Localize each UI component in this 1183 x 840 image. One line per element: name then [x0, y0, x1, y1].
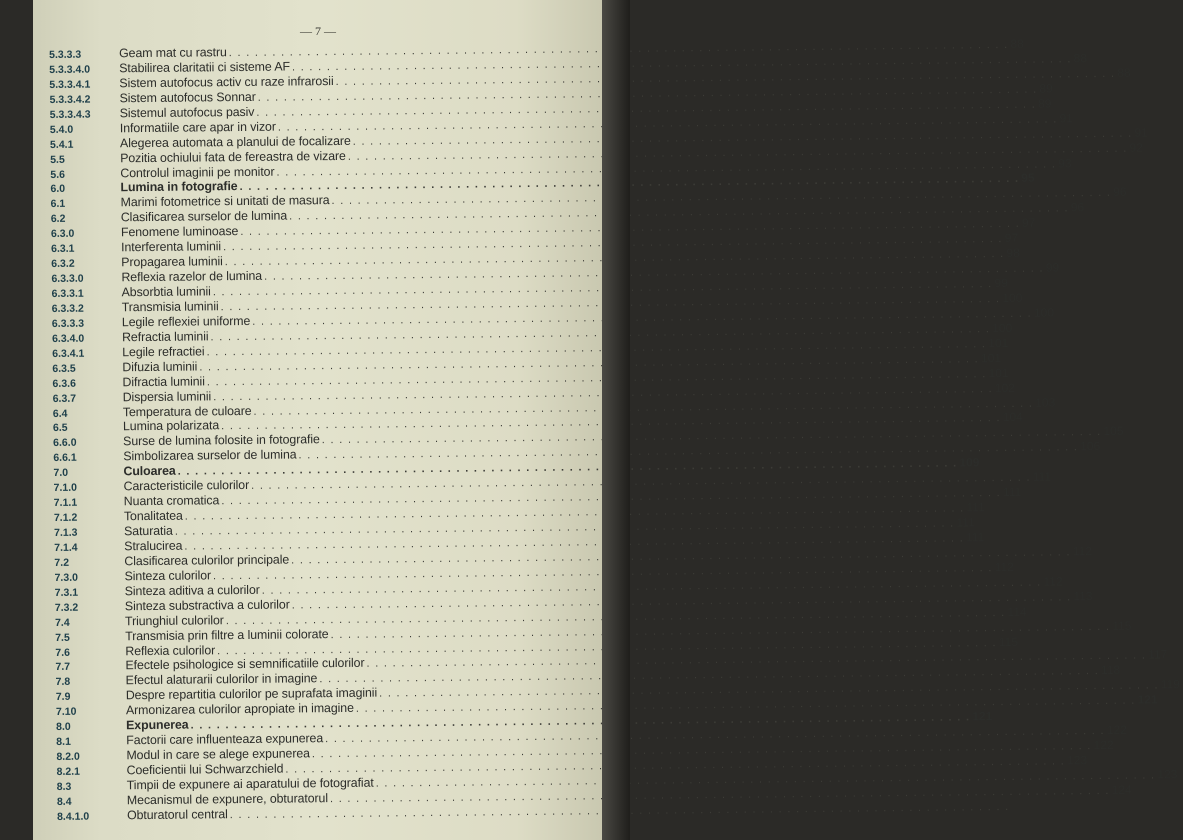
page-reference: 121 — [972, 709, 993, 724]
section-title: Pozitia ochiului fata de fereastra de vizare — [120, 148, 346, 165]
section-title: Lumina polarizata — [122, 418, 220, 434]
page-reference: 115 — [998, 634, 1019, 649]
page-reference: 115 — [1112, 618, 1132, 633]
page-reference: 88 — [1010, 36, 1024, 51]
page-edge-shadow — [602, 0, 630, 840]
section-number: 6.3.3.0 — [51, 272, 84, 286]
section-number: 7.7 — [55, 661, 71, 674]
section-title: Geam mat cu rastru — [118, 45, 227, 61]
section-title: Obturatorul central — [126, 806, 228, 823]
section-number: 7.1.1 — [53, 496, 78, 510]
page-reference: 104 — [1002, 410, 1023, 425]
page-reference: 91 — [1059, 110, 1073, 126]
page-reference: 99 — [1045, 260, 1060, 275]
page-reference: 122 — [1106, 722, 1127, 738]
page-reference: 114 — [1007, 604, 1027, 619]
section-number: 8.2.0 — [56, 750, 80, 764]
page-reference: 112 — [1072, 543, 1093, 559]
section-number: 6.1 — [50, 198, 66, 211]
section-title: Legile refractiei — [122, 344, 205, 359]
section-title: Difractia luminii — [122, 374, 205, 389]
section-title: Nuanta cromatica — [123, 493, 220, 509]
section-number: 7.3.2 — [54, 601, 79, 614]
section-title: Surse de lumina folosite in fotografie — [123, 432, 320, 449]
page-reference: 101 — [988, 335, 1009, 350]
page-reference: 96 — [1113, 185, 1127, 200]
section-number: 5.3.3.4.3 — [49, 108, 91, 121]
section-number: 7.4 — [54, 616, 70, 629]
section-number: 5.3.3.4.0 — [49, 63, 91, 76]
section-number: 7.5 — [55, 631, 70, 644]
section-title: Coeficientii lui Schwarzchield — [126, 761, 284, 778]
page-reference: 111 — [966, 500, 985, 515]
section-title: Informatiile care apar in vizor — [119, 119, 276, 135]
section-title: Tonalitatea — [123, 508, 183, 524]
section-number: 7.8 — [55, 676, 71, 689]
page-reference: 109 — [959, 455, 980, 470]
section-title: Sistem autofocus Sonnar — [119, 89, 256, 106]
section-title: Difuzia luminii — [122, 359, 198, 374]
page-reference: 93 — [1058, 155, 1072, 170]
section-number: 6.3.4.0 — [51, 332, 85, 345]
section-number: 6.6.0 — [53, 437, 77, 450]
page-reference: 117 — [1148, 647, 1168, 662]
section-number: 5.3.3.4.2 — [49, 93, 91, 106]
section-title: Sinteza aditiva a culorilor — [124, 582, 260, 598]
page-reference: 123 — [1157, 767, 1178, 782]
section-title: Clasificarea surselor de lumina — [120, 208, 288, 225]
section-number: 8.4 — [56, 795, 72, 808]
section-title: Legile reflexiei uniforme — [121, 313, 251, 330]
section-title: Propagarea luminii — [121, 254, 223, 270]
page-reference: 119 — [1160, 677, 1180, 692]
table-of-contents — [49, 36, 1180, 824]
page-reference: 111 — [1032, 469, 1052, 484]
section-number: 7.1.3 — [54, 526, 78, 539]
section-number: 5.3.3.4.1 — [49, 78, 91, 91]
page-reference: 101 — [980, 350, 1002, 365]
section-number: 5.3.3.3 — [49, 48, 82, 61]
section-title: Armonizarea culorilor apropiate in imagine — [125, 701, 354, 718]
section-number: 5.4.1 — [49, 138, 74, 151]
section-title: Sistem autofocus activ cu raze infrarosii — [119, 73, 334, 91]
section-number: 5.4.0 — [49, 123, 74, 136]
section-title: Controlul imaginii pe monitor — [120, 164, 275, 180]
section-number: 7.0 — [53, 467, 69, 480]
page-reference: 96 — [1070, 200, 1085, 215]
section-title: Expunerea — [126, 717, 189, 733]
page-reference: 92 — [1129, 140, 1143, 155]
section-title: Marimi fotometrice si unitati de masura — [120, 193, 330, 210]
section-title: Mecanismul de expunere, obturatorul — [126, 790, 329, 808]
section-number: 6.3.5 — [52, 362, 76, 375]
section-title: Temperatura de culoare — [122, 403, 252, 419]
section-number: 5.6 — [50, 168, 66, 181]
section-title: Efectele psihologice si semnificatiile culorilor — [125, 656, 365, 673]
page-reference: 89 — [1037, 96, 1052, 111]
page-reference: 99 — [994, 275, 1008, 291]
section-title: Triunghiul culorilor — [124, 612, 224, 628]
page-reference: 95 — [1021, 171, 1035, 186]
section-number: 6.0 — [50, 183, 66, 196]
page-reference: 91 — [1134, 125, 1148, 140]
section-title: Culoarea — [123, 463, 176, 479]
section-number: 6.3.6 — [52, 377, 76, 390]
page-reference: 102 — [994, 380, 1015, 395]
section-title: Lumina in fotografie — [120, 179, 238, 195]
section-title: Saturatia — [124, 523, 173, 539]
section-number: 7.9 — [55, 691, 71, 704]
section-number: 8.2.1 — [56, 765, 81, 778]
section-title: Simbolizarea surselor de lumina — [123, 447, 297, 464]
section-number: 6.3.3.3 — [51, 317, 85, 330]
section-number: 7.1.0 — [53, 481, 78, 495]
section-title: Stralucirea — [124, 538, 183, 554]
section-title: Refractia luminii — [121, 329, 209, 345]
page-reference: 112 — [994, 559, 1014, 574]
section-title: Fenomene luminoase — [120, 224, 239, 240]
section-title: Despre repartitia culorilor pe suprafata imaginii — [125, 685, 378, 703]
section-title: Reflexia razelor de lumina — [121, 268, 263, 285]
page-reference: 106 — [1080, 439, 1101, 454]
page-reference: 121 — [1137, 692, 1158, 707]
page-reference: 101 — [988, 365, 1009, 380]
page-reference: 100 — [1002, 290, 1023, 305]
section-title: Reflexia culorilor — [125, 642, 216, 658]
section-number: 6.3.1 — [51, 242, 75, 256]
section-number: 8.3 — [56, 780, 72, 793]
section-number: 6.4 — [52, 407, 68, 420]
page-reference: 97 — [1021, 215, 1036, 231]
page-reference: 88 — [1117, 65, 1131, 80]
page-reference: 124 — [1111, 782, 1132, 797]
page-reference: 100 — [992, 320, 1013, 335]
section-title: Alegerea automata a planului de focalizare — [119, 133, 351, 150]
section-number: 6.3.3.1 — [51, 287, 84, 300]
page-reference: 113 — [1073, 588, 1093, 603]
section-title: Modul in care se alege expunerea — [126, 746, 310, 763]
section-number: 8.4.1.0 — [56, 810, 90, 823]
section-title: Dispersia luminii — [122, 388, 212, 404]
section-number: 7.1.2 — [53, 511, 78, 525]
section-number: 6.3.7 — [52, 392, 77, 405]
section-number: 7.1.4 — [54, 541, 78, 554]
page-reference: 105 — [1103, 424, 1124, 439]
section-title: Sistemul autofocus pasiv — [119, 104, 255, 121]
section-number: 6.3.4.1 — [52, 347, 85, 360]
page-reference: 112 — [1043, 574, 1063, 589]
section-number: 7.10 — [55, 705, 77, 719]
section-number: 6.2 — [50, 213, 66, 226]
page-reference: 111 — [956, 515, 975, 530]
section-title: Sinteza substractiva a culorilor — [124, 597, 290, 613]
page-number: — 7 — — [300, 24, 336, 38]
section-number: 6.3.2 — [51, 257, 75, 271]
section-title: Factorii care influenteaza expunerea — [126, 731, 324, 748]
section-number: 8.0 — [56, 720, 71, 734]
section-title: Clasificarea culorilor principale — [124, 552, 290, 569]
section-title: Interferenta luminii — [121, 239, 222, 255]
page-reference: 97 — [1004, 231, 1019, 246]
section-number: 8.1 — [56, 735, 71, 749]
section-number: 6.6.1 — [53, 452, 77, 465]
section-number: 7.6 — [55, 646, 71, 659]
section-number: 6.3.3.2 — [51, 302, 84, 315]
section-number: 6.3.0 — [50, 227, 75, 241]
section-title: Caracteristicile culorilor — [123, 478, 250, 494]
section-title: Sinteza culorilor — [124, 568, 212, 584]
page-reference: 122 — [1093, 737, 1114, 753]
section-number: 7.3.1 — [54, 586, 79, 599]
section-title: Absorbtia luminii — [121, 284, 211, 300]
section-title: Transmisia luminii — [121, 299, 219, 315]
section-number: 5.5 — [50, 153, 65, 166]
section-title: Transmisia prin filtre a luminii colorate — [125, 626, 329, 643]
section-number: 7.3.0 — [54, 571, 78, 584]
page-reference: 118 — [1100, 663, 1121, 678]
page-reference: 123 — [1066, 753, 1088, 768]
section-title: Efectul alaturarii culorilor in imagine — [125, 671, 318, 688]
section-title: Timpii de expunere ai aparatului de fotografiat — [126, 775, 374, 793]
section-number: 6.5 — [52, 422, 68, 435]
page-reference: 98 — [1006, 245, 1020, 261]
book-page — [33, 0, 1180, 840]
page-reference: 88 — [1073, 51, 1088, 66]
section-title: Stabilirea claritatii ci sisteme AF — [119, 59, 291, 76]
section-number: 7.2 — [54, 556, 70, 569]
page-reference: 100 — [1033, 305, 1055, 320]
page-reference: 111 — [965, 530, 985, 545]
page-reference: 89 — [1039, 81, 1053, 96]
page-reference: 111 — [1002, 484, 1022, 500]
page-reference: 103 — [1035, 394, 1056, 410]
